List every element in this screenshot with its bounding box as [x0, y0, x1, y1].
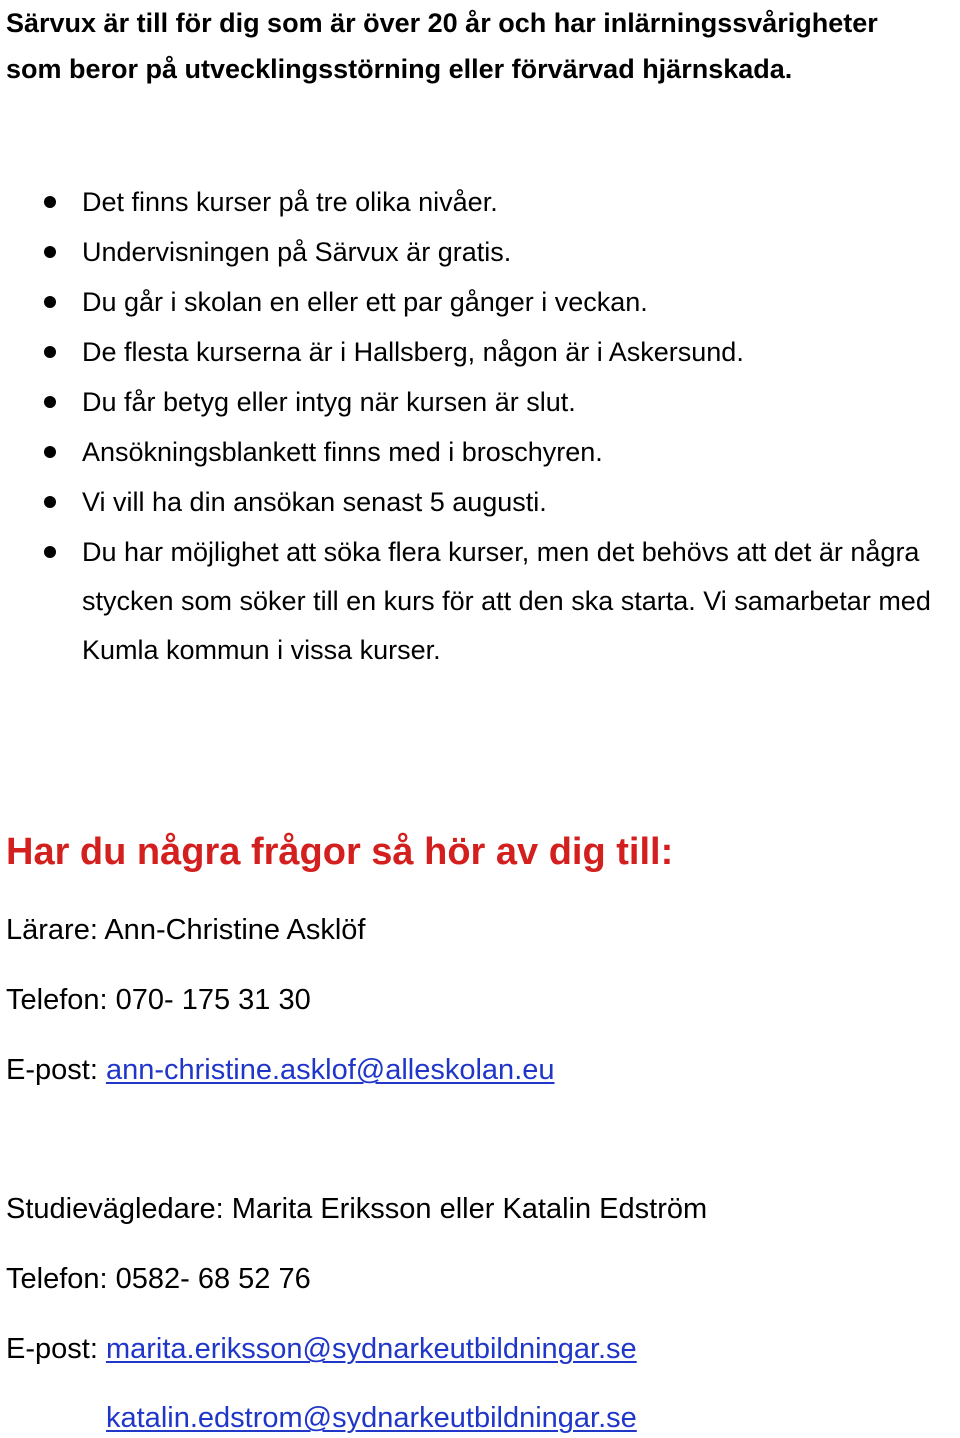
bullet-icon [44, 396, 56, 408]
counselor-phone: Telefon: 0582- 68 52 76 [6, 1263, 311, 1295]
teacher-email-link[interactable]: ann-christine.asklof@alleskolan.eu [105, 1054, 555, 1086]
intro-line-1: Särvux är till för dig som är över 20 år och har inlärningssvårigheter [6, 8, 878, 38]
list-item-text: Vi vill ha din ansökan senast 5 augusti. [82, 487, 547, 517]
list-item [0, 278, 960, 327]
counselor-email-line [6, 1329, 637, 1369]
bullet-icon [44, 496, 56, 508]
list-item-text: Du har möjlighet att söka flera kurser, men det behövs att det är några stycken som söker till en kurs för att den ska starta. Vi samarbetar med Kumla kommun i vissa kurser. [82, 537, 931, 665]
counselor-email-link-2[interactable]: katalin.edstrom@sydnarkeutbildningar.se [106, 1402, 637, 1434]
list-item-text: De flesta kurserna är i Hallsberg, någon är i Askersund. [82, 337, 744, 367]
bullet-icon [44, 446, 56, 458]
teacher-phone: Telefon: 070- 175 31 30 [6, 984, 311, 1016]
list-item [0, 378, 960, 427]
info-bullet-list [0, 178, 960, 676]
list-item [0, 178, 960, 227]
bullet-icon [44, 196, 56, 208]
email-label: E-post: [6, 1333, 106, 1365]
list-item [0, 328, 960, 377]
list-item [0, 428, 960, 477]
list-item-text: Du får betyg eller intyg när kursen är slut. [82, 387, 576, 417]
bullet-icon [44, 546, 56, 558]
intro-line-2: som beror på utvecklingsstörning eller förvärvad hjärnskada. [6, 54, 793, 84]
bullet-icon [44, 296, 56, 308]
contact-heading: Har du några frågor så hör av dig till: [6, 831, 674, 873]
list-item-text: Det finns kurser på tre olika nivåer. [82, 187, 498, 217]
teacher-email-line [6, 1050, 555, 1090]
bullet-icon [44, 246, 56, 258]
intro-paragraph [6, 0, 956, 92]
list-item [0, 478, 960, 527]
list-item-text: Ansökningsblankett finns med i broschyren. [82, 437, 603, 467]
list-item [0, 228, 960, 277]
counselor-name: Studievägledare: Marita Eriksson eller Katalin Edström [6, 1193, 708, 1225]
email-label: E-post: [6, 1054, 106, 1086]
list-item-text: Du går i skolan en eller ett par gånger i veckan. [82, 287, 648, 317]
teacher-name: Lärare: Ann-Christine Asklöf [6, 914, 366, 946]
list-item [0, 528, 960, 675]
counselor-email-link-1[interactable]: marita.eriksson@sydnarkeutbildningar.se [105, 1333, 637, 1365]
bullet-icon [44, 346, 56, 358]
counselor-email-line-2 [106, 1398, 637, 1438]
list-item-text: Undervisningen på Särvux är gratis. [82, 237, 512, 267]
